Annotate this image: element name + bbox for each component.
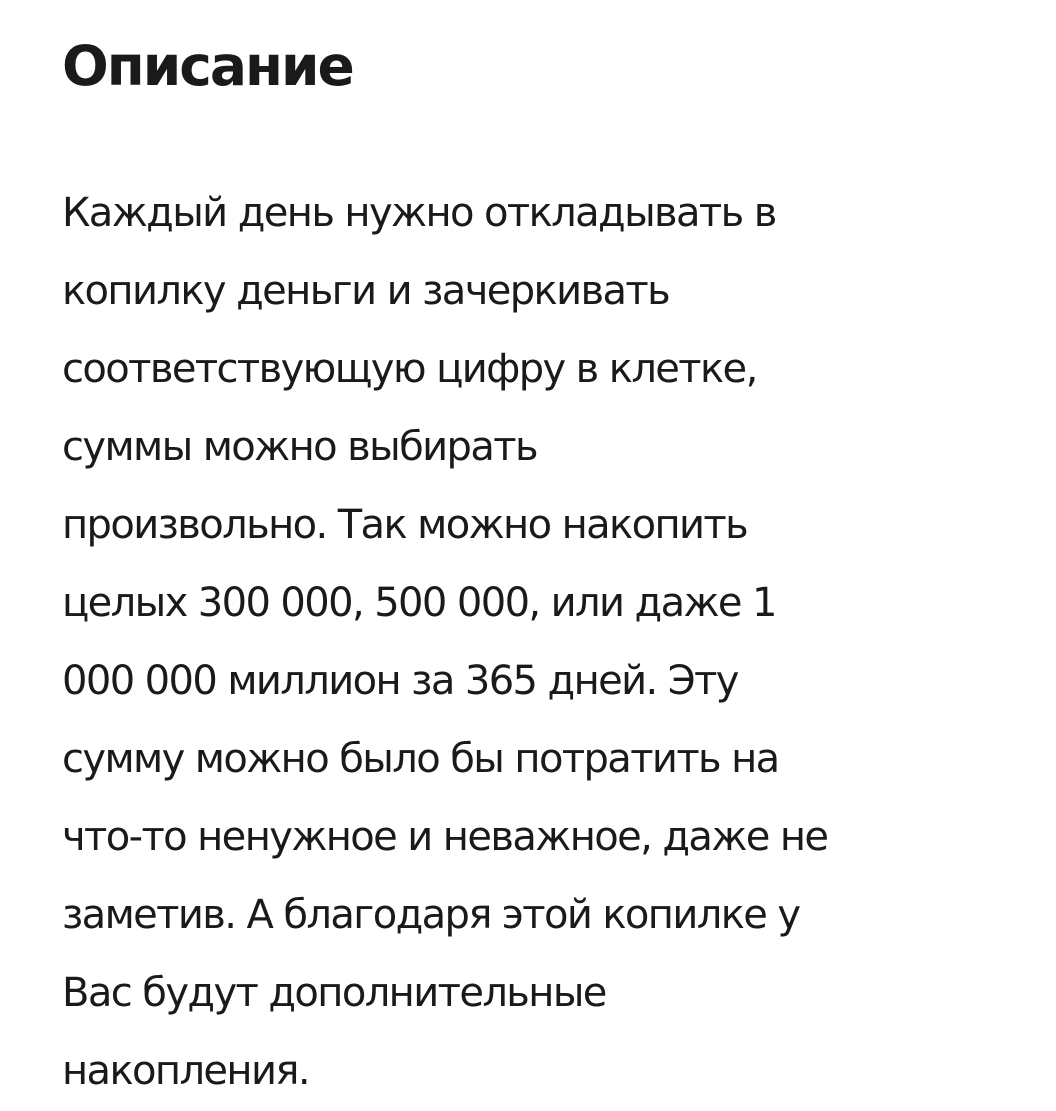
description-line: накопления. (62, 1048, 309, 1094)
description-line: заметив. А благодаря этой копилке у (62, 892, 800, 938)
description-line: копилку деньги и зачеркивать (62, 268, 670, 314)
description-line: Вас будут дополнительные (62, 970, 606, 1016)
description-line: суммы можно выбирать (62, 424, 537, 470)
description-line: что-то ненужное и неважное, даже не (62, 814, 828, 860)
description-line: Каждый день нужно откладывать в (62, 190, 776, 236)
description-line: сумму можно было бы потратить на (62, 736, 779, 782)
description-line: 000 000 миллион за 365 дней. Эту (62, 658, 738, 704)
description-text (62, 174, 1037, 1110)
description-line: произвольно. Так можно накопить (62, 502, 748, 548)
section-title: Описание (62, 34, 353, 98)
description-line: целых 300 000, 500 000, или даже 1 (62, 580, 776, 626)
description-section (62, 28, 1037, 1110)
description-line: соответствующую цифру в клетке, (62, 346, 757, 392)
